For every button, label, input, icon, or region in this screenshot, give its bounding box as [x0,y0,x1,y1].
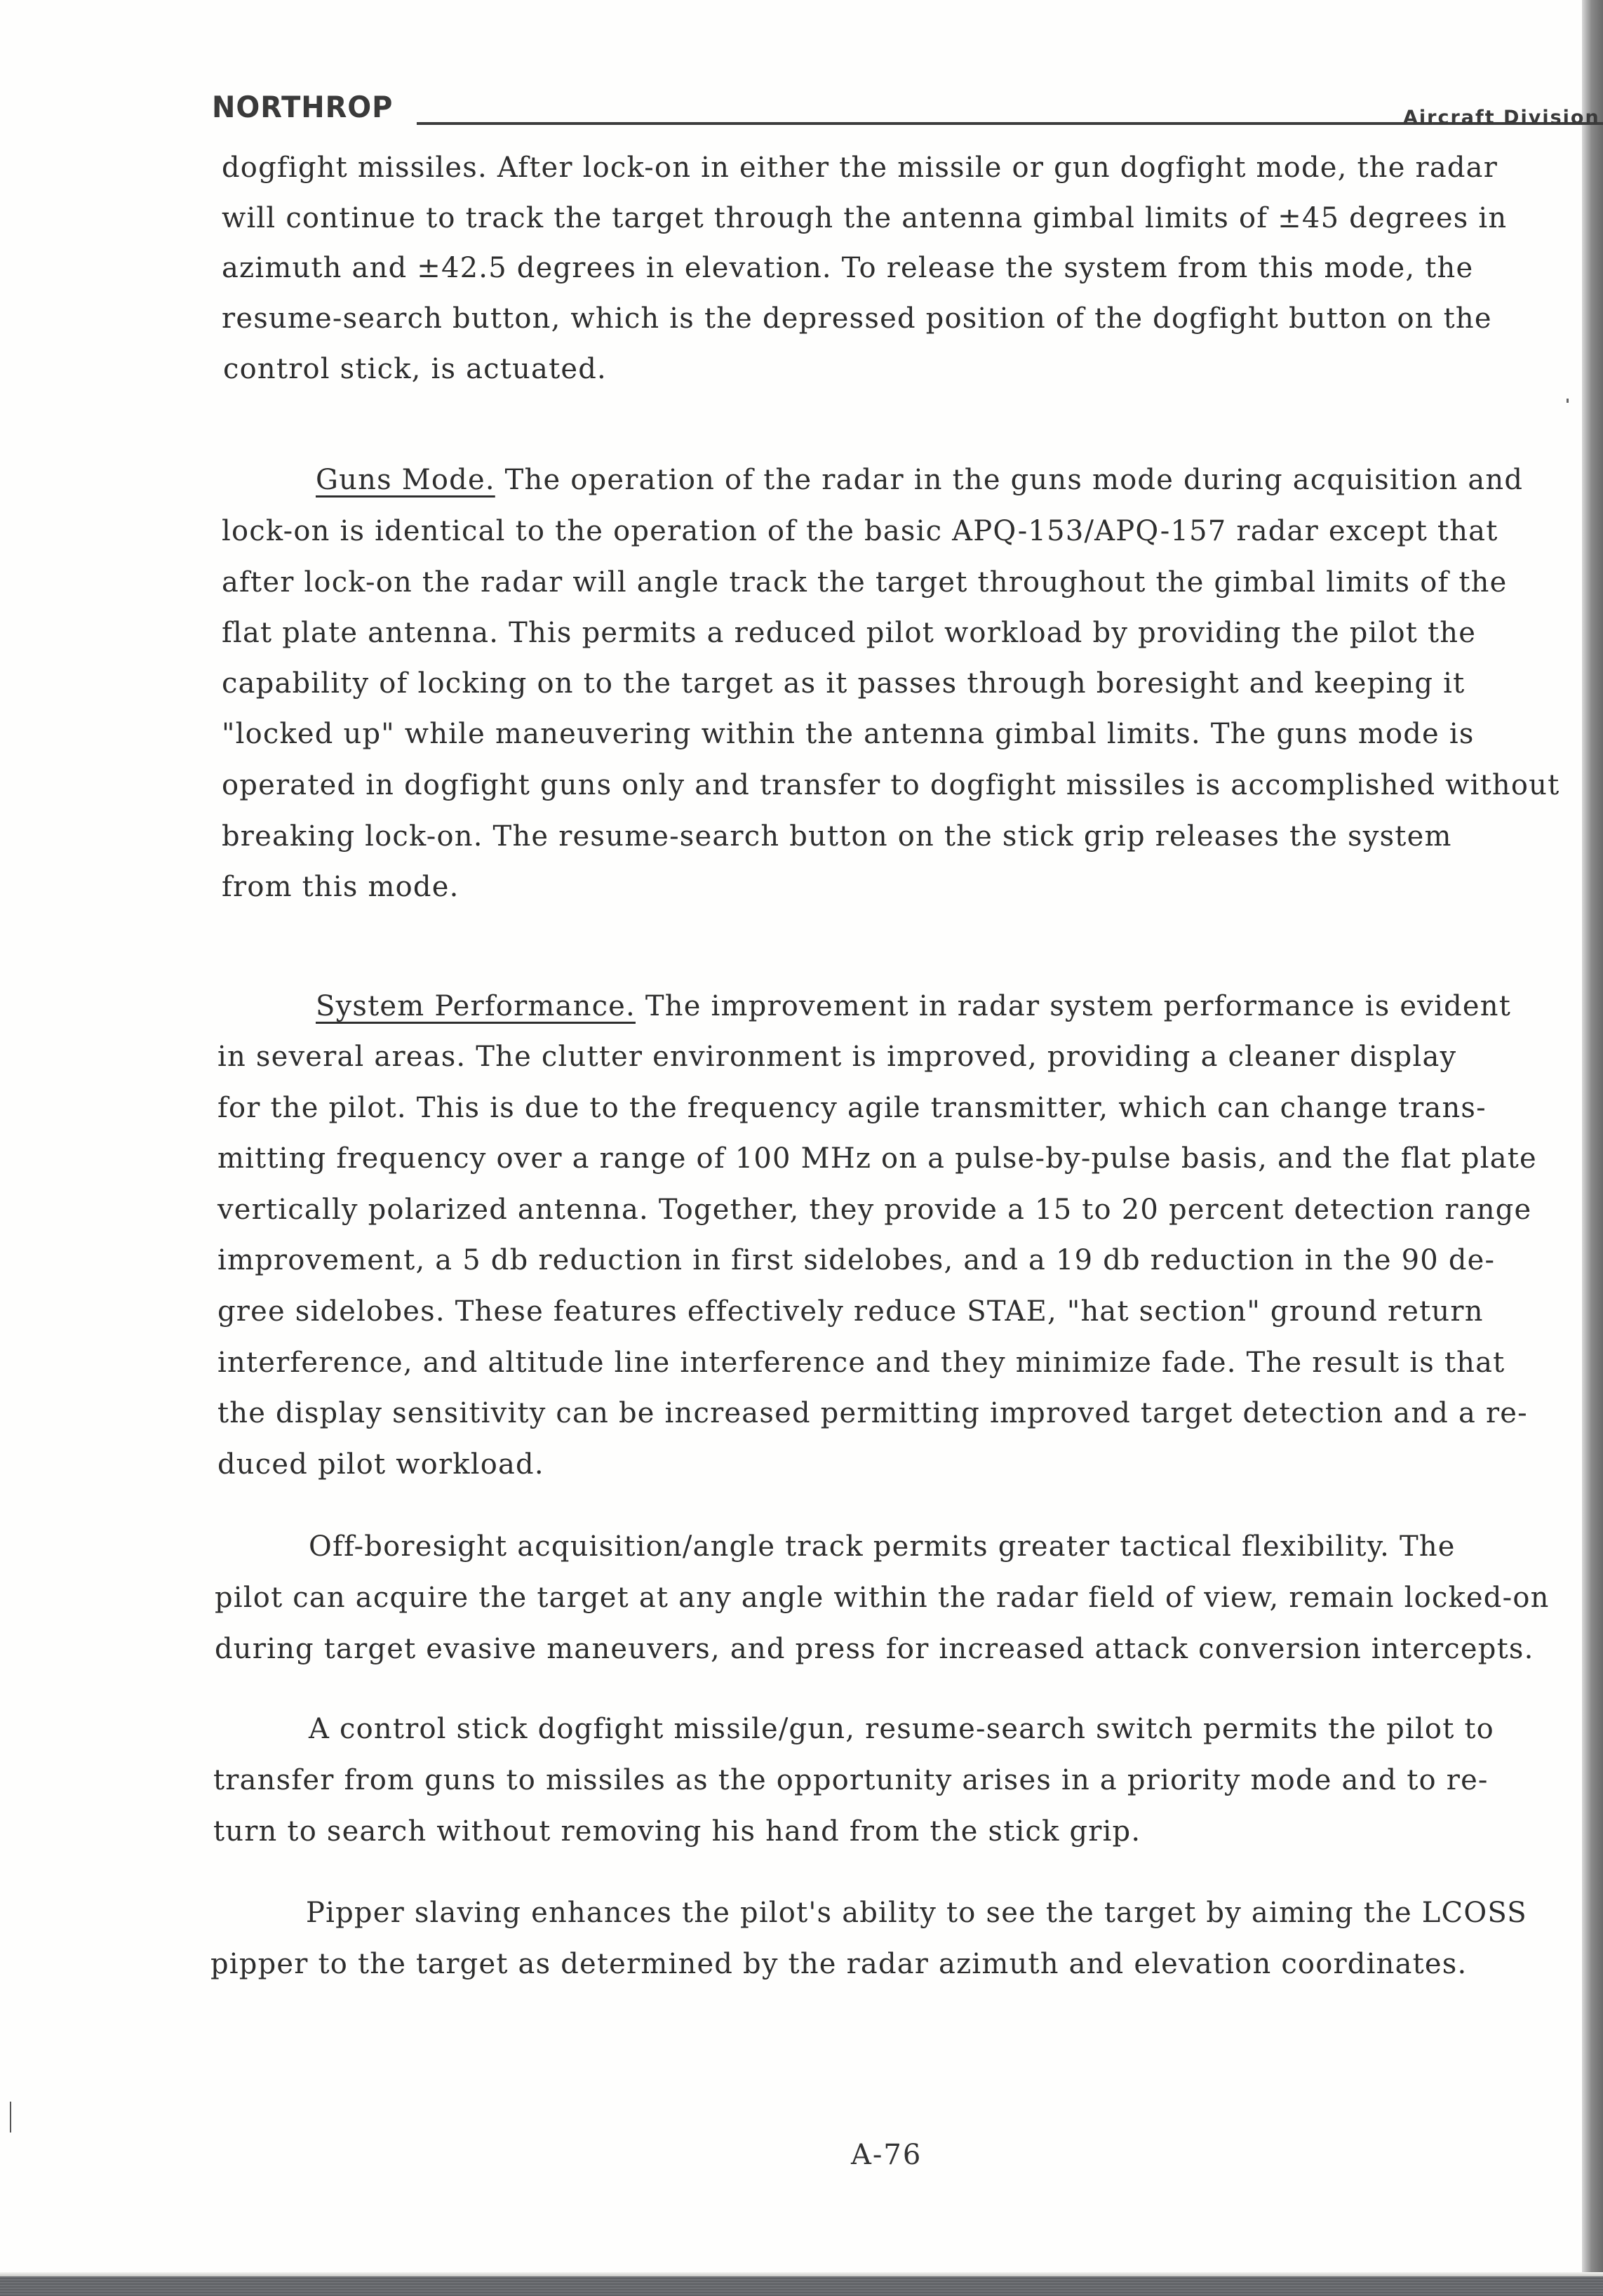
text-line: gree sidelobes. These features effectively reduce STAE, "hat section" ground return [217,1295,1484,1328]
text-line: will continue to track the target through the antenna gimbal limits of ±45 degrees in [222,202,1508,234]
text-line: interference, and altitude line interference and they minimize fade. The result is that [217,1347,1505,1379]
division-label: Aircraft Division [1403,107,1600,128]
text-line: control stick, is actuated. [223,353,607,385]
text-line: resume-search button, which is the depressed position of the dogfight button on the [222,302,1492,335]
text-line: lock-on is identical to the operation of the basic APQ-153/APQ-157 radar except that [222,515,1498,547]
text-line: mitting frequency over a range of 100 MHz on a pulse-by-pulse basis, and the flat plate [217,1142,1537,1175]
text-line: dogfight missiles. After lock-on in either the missile or gun dogfight mode, the radar [222,152,1498,184]
text-line: after lock-on the radar will angle track the target throughout the gimbal limits of the [222,566,1508,599]
text-line: breaking lock-on. The resume-search button on the stick grip releases the system [222,820,1452,853]
text-line: Off-boresight acquisition/angle track permits greater tactical flexibility. The [309,1530,1456,1563]
text-run: The improvement in radar system performance is evident [635,990,1511,1022]
company-logo: NORTHROP [212,90,394,124]
text-line: the display sensitivity can be increased permitting improved target detection and a re- [217,1397,1528,1429]
text-line: turn to search without removing his hand from the stick grip. [213,1815,1141,1848]
section-heading-guns-mode: Guns Mode. [316,464,495,496]
scanner-bed [0,2276,1603,2296]
text-line: improvement, a 5 db reduction in first sidelobes, and a 19 db reduction in the 90 de- [217,1244,1496,1276]
text-line: "locked up" while maneuvering within the antenna gimbal limits. The guns mode is [222,718,1475,750]
text-line: for the pilot. This is due to the frequency agile transmitter, which can change trans- [217,1092,1487,1124]
text-run: The operation of the radar in the guns mode during acquisition and [495,464,1524,496]
text-line: vertically polarized antenna. Together, they provide a 15 to 20 percent detection range [217,1194,1532,1226]
text-line [316,463,1523,497]
text-line: in several areas. The clutter environment is improved, providing a cleaner display [217,1041,1457,1073]
book-spine-shadow [1582,0,1603,2281]
text-line: from this mode. [222,871,460,903]
section-heading-system-performance: System Performance. [316,990,636,1022]
text-line: transfer from guns to missiles as the opportunity arises in a priority mode and to re- [213,1764,1489,1796]
text-line: pipper to the target as determined by the radar azimuth and elevation coordinates. [210,1948,1468,1980]
text-line: capability of locking on to the target as it passes through boresight and keeping it [222,667,1465,700]
text-line: A control stick dogfight missile/gun, resume-search switch permits the pilot to [309,1713,1494,1745]
page-number: A-76 [851,2139,923,2171]
text-line: azimuth and ±42.5 degrees in elevation. To release the system from this mode, the [222,252,1474,284]
text-line: Pipper slaving enhances the pilot's ability to see the target by aiming the LCOSS [306,1897,1527,1929]
text-line: operated in dogfight guns only and transfer to dogfight missiles is accomplished without [222,769,1560,801]
text-line: during target evasive maneuvers, and press for increased attack conversion intercepts. [215,1633,1534,1665]
margin-mark [10,2102,11,2133]
stray-mark [1567,399,1569,403]
text-line: duced pilot workload. [217,1448,544,1481]
text-line [316,989,1511,1023]
text-line: flat plate antenna. This permits a reduced pilot workload by providing the pilot the [222,617,1477,649]
text-line: pilot can acquire the target at any angle within the radar field of view, remain locked-on [215,1582,1550,1614]
page-header [212,90,1603,132]
